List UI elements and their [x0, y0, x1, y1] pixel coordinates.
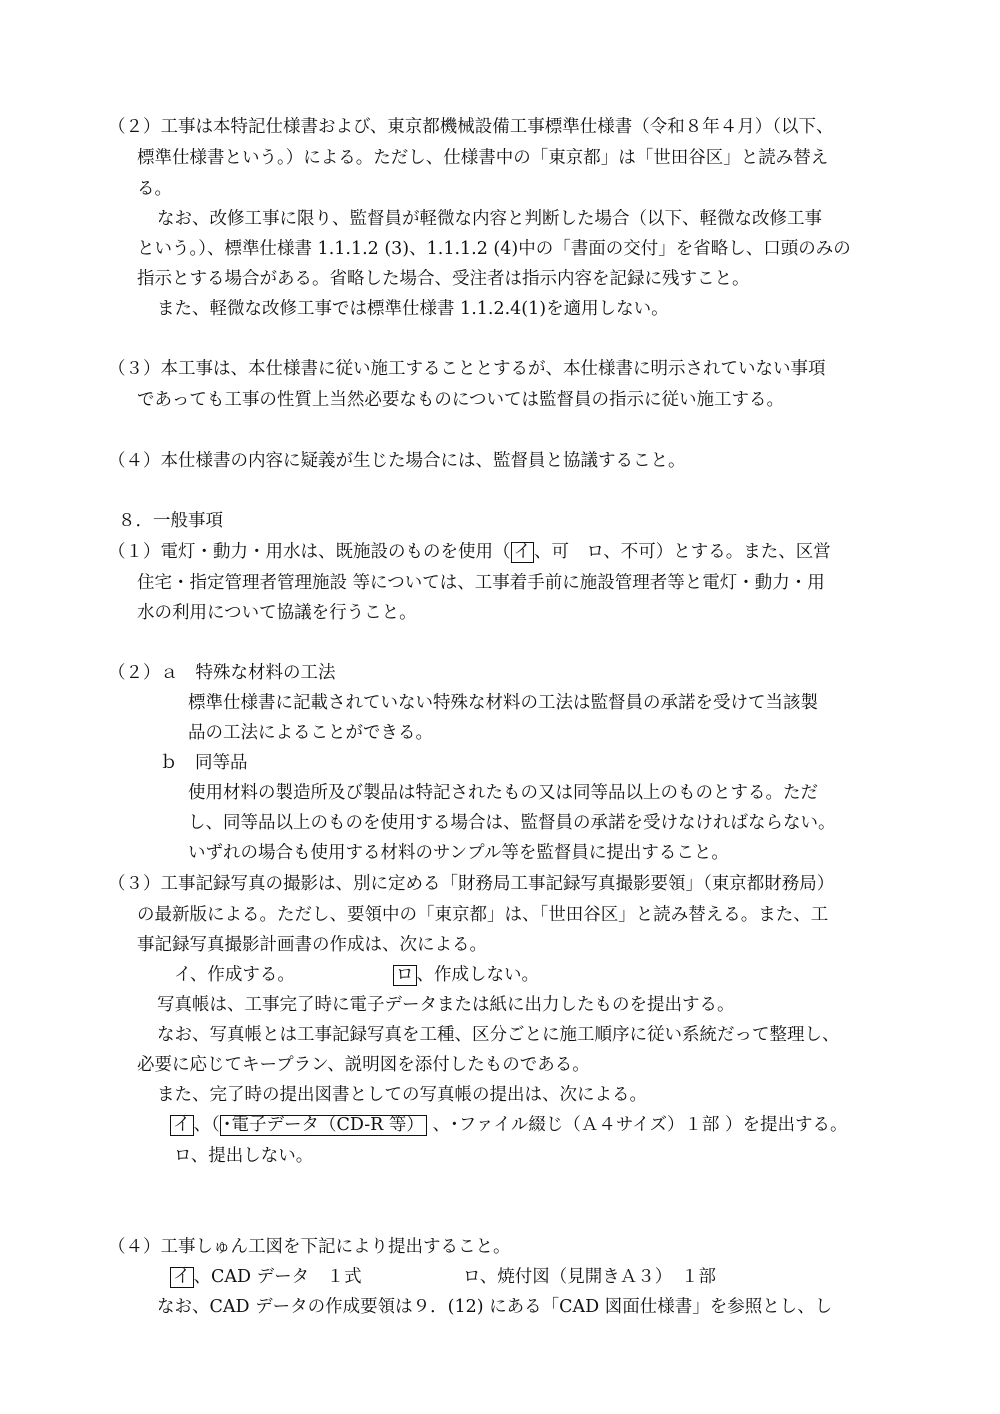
para-8-2-b-line-3: いずれの場合も使用する材料のサンプル等を監督員に提出すること。: [188, 843, 729, 863]
option-ro-text: 、作成しない。: [416, 965, 539, 985]
option-i-selected-box: イ: [511, 542, 535, 563]
para-8-3-line-2: の最新版による。ただし、要領中の「東京都」は、「世田谷区」と読み替える。また、工: [137, 905, 829, 925]
para-8-2-a-line-1: 標準仕様書に記載されていない特殊な材料の工法は監督員の承諾を受けて当該製: [188, 693, 818, 713]
para-8-1-line-1: [108, 541, 831, 563]
photo-album-option-i: [170, 1114, 848, 1136]
option-ro-selected-box: ロ: [393, 965, 417, 986]
para-8-3-line-7: また、完了時の提出図書としての写真帳の提出は、次による。: [157, 1085, 647, 1105]
drawing-option-i: [170, 1266, 362, 1288]
para-7-4-line-1: （４）本仕様書の内容に疑義が生じた場合には、監督員と協議すること。: [108, 451, 686, 471]
para-7-2-line-3: る。: [137, 179, 172, 199]
option-i-open: 、（: [193, 1115, 220, 1135]
option-i-selected-box: イ: [170, 1267, 194, 1288]
para-8-1-line-2: 住宅・指定管理者管理施設 等については、工事着手前に施設管理者等と電灯・動力・用: [137, 573, 825, 593]
para-8-2-a-line-2: 品の工法によることができる。: [188, 723, 433, 743]
para-7-3-line-2: であっても工事の性質上当然必要なものについては監督員の指示に従い施工する。: [137, 390, 784, 410]
drawing-option-ro: ロ、焼付図（見開きＡ３） １部: [463, 1267, 717, 1287]
photo-album-option-ro: ロ、提出しない。: [174, 1146, 314, 1166]
option-i-selected-box: イ: [170, 1115, 194, 1136]
para-8-1-line-3: 水の利用について協議を行うこと。: [137, 603, 417, 623]
option-i-rest: 、･ファイル綴じ（Ａ４サイズ）１部 ）を提出する。: [432, 1115, 848, 1135]
para-7-2-line-7: また、軽微な改修工事では標準仕様書 1.1.2.4(1)を適用しない。: [157, 299, 669, 319]
para-8-1-line-1-text: （１）電灯・動力・用水は、既施設のものを使用（: [108, 542, 511, 562]
option-no-create-plan: [393, 964, 539, 986]
para-7-2-line-6: 指示とする場合がある。省略した場合、受注者は指示内容を記録に残すこと。: [137, 269, 750, 289]
option-create-plan: イ、作成する。: [174, 965, 295, 985]
para-8-3-line-1: （３）工事記録写真の撮影は、別に定める「財務局工事記録写真撮影要領」（東京都財務局）: [108, 874, 835, 894]
para-7-2-line-4: なお、改修工事に限り、監督員が軽微な内容と判断した場合（以下、軽微な改修工事: [157, 209, 822, 229]
para-8-2-b-line-1: 使用材料の製造所及び製品は特記されたもの又は同等品以上のものとする。ただ: [188, 783, 818, 803]
para-7-2-line-1: （２）工事は本特記仕様書および、東京都機械設備工事標準仕様書（令和８年４月）（以下、: [108, 117, 834, 137]
para-8-3-line-3: 事記録写真撮影計画書の作成は、次による。: [137, 935, 487, 955]
para-8-2-b-line-2: し、同等品以上のものを使用する場合は、監督員の承諾を受けなければならない。: [188, 813, 836, 833]
para-8-3-line-4: 写真帳は、工事完了時に電子データまたは紙に出力したものを提出する。: [157, 995, 735, 1015]
para-8-4-line-1: （４）工事しゅん工図を下記により提出すること。: [108, 1237, 511, 1257]
section-8-heading: ８．一般事項: [118, 511, 223, 531]
para-7-2-line-5: という。）、標準仕様書 1.1.1.2 (3)、1.1.1.2 (4)中の「書面の交付」を省略し、口頭のみの: [137, 239, 851, 259]
para-7-3-line-1: （３）本工事は、本仕様書に従い施工することとするが、本仕様書に明示されていない事項: [108, 359, 826, 379]
para-8-2-b-label: ｂ 同等品: [160, 753, 248, 773]
para-8-2-a-label: （２）ａ 特殊な材料の工法: [108, 663, 336, 683]
para-7-2-line-2: 標準仕様書という。）による。ただし、仕様書中の「東京都」は「世田谷区」と読み替え: [137, 148, 829, 168]
electronic-data-selected-box: ･電子データ（CD-R 等）: [220, 1115, 427, 1136]
para-8-3-line-6: 必要に応じてキープラン、説明図を添付したものである。: [137, 1055, 590, 1075]
option-i-cad-text: 、CAD データ １式: [193, 1267, 362, 1287]
para-8-1-line-1-rest: 、可 ロ、不可）とする。また、区営: [534, 542, 831, 562]
para-8-3-line-5: なお、写真帳とは工事記録写真を工種、区分ごとに施工順序に従い系統だって整理し、: [157, 1025, 840, 1045]
para-8-4-line-2: なお、CAD データの作成要領は９．(12) にある「CAD 図面仕様書」を参照とし、し: [157, 1297, 833, 1317]
